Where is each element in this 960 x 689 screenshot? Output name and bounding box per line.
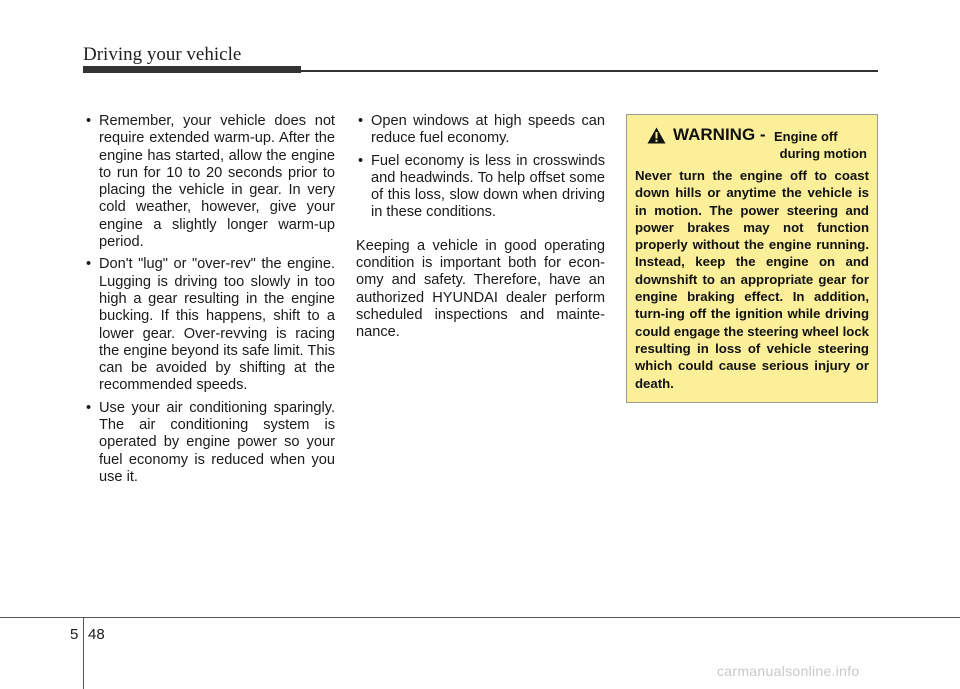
warning-subtitle: during motion [779,146,867,161]
bullet-item: • Don't "lug" or "over-rev" the engine. Lugging is driving too slowly in too high a gear resulting in the engine bucking. If this happens, shift to a lower gear. Over-revving is racing the engine beyond its safe limit. This can be avoided by shifting at the recommended speeds. [84,256,335,394]
footer-divider [83,618,84,689]
chapter-number: 5 [70,626,79,643]
warning-header [635,125,869,165]
watermark: carmanualsonline.info [717,663,860,679]
warning-triangle-icon [647,127,666,144]
warning-subtitle: Engine off [774,129,838,144]
bullet-item: • Open windows at high speeds can reduce fuel economy. [356,113,605,148]
warning-label: WARNING - [673,125,766,144]
bullet-item: • Remember, your vehicle does not require extended warm-up. After the engine has started, allow the engine to run for 10 to 20 seconds prior to placing the vehicle in gear. In very cold weather, however, give your engine a slightly longer warm-up period. [84,113,335,251]
bullet-item: • Use your air conditioning sparingly. The air conditioning system is operated by engine power so your fuel economy is reduced when you use it. [84,400,335,486]
bullet-item: • Fuel economy is less in crosswinds and headwinds. To help offset some of this loss, slow down when driving in these conditions. [356,153,605,222]
page-number: 48 [88,626,105,643]
footer-rule [0,617,960,618]
body-paragraph: Keeping a vehicle in good operating condition is important both for econ-omy and safety. Therefore, have an authorized HYUNDAI dealer perform scheduled inspections and mainte-nance. [356,237,605,341]
middle-column [356,113,605,342]
header-rule-thick [83,66,301,73]
page-title: Driving your vehicle [83,44,242,65]
warning-box [626,114,878,403]
left-bullet-list [84,113,335,486]
middle-bullet-list [356,113,605,222]
left-column [84,113,335,491]
warning-body: Never turn the engine off to coast down hills or anytime the vehicle is in motion. The power steering and power brakes may not function properly without the engine running. Instead, keep the engine on and downshift to an appropriate gear for engine braking effect. In addition, turn-ing off the ignition while driving could engage the steering wheel lock resulting in loss of vehicle steering which could cause serious injury or death. [635,168,869,391]
